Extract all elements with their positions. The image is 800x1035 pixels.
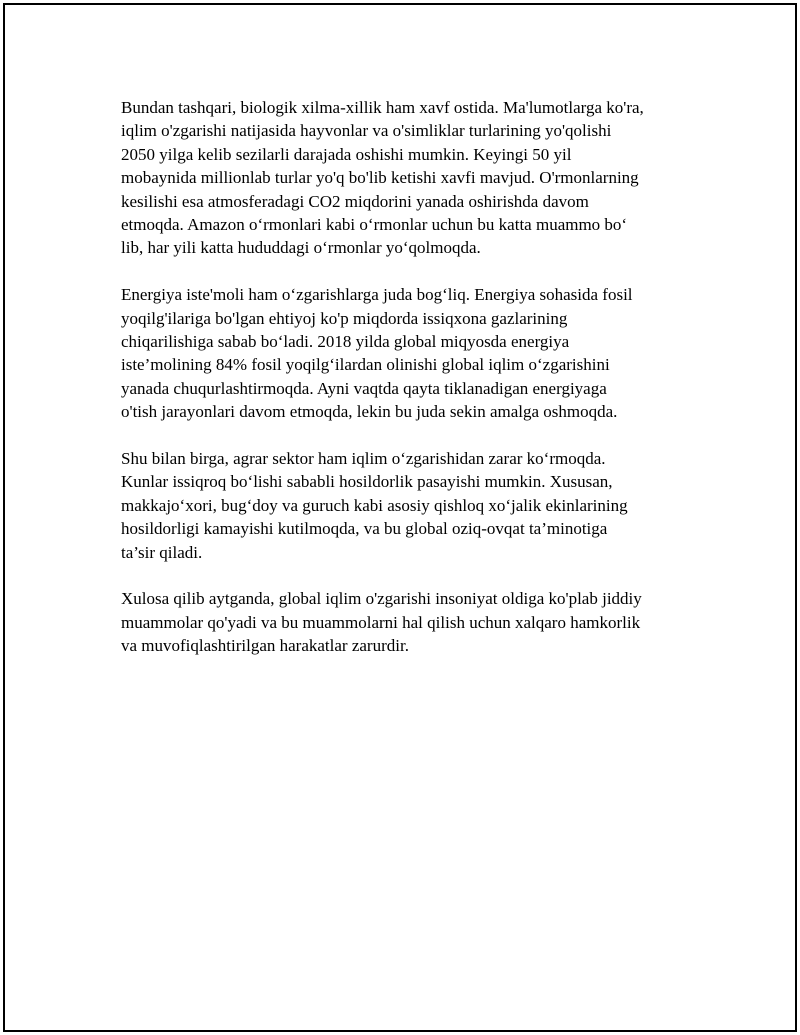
paragraph-biodiversity	[121, 96, 701, 260]
text-line: o'tish jarayonlari davom etmoqda, lekin bu juda sekin amalga oshmoqda.	[121, 402, 618, 422]
paragraph-agriculture	[121, 447, 701, 564]
document-body	[121, 96, 701, 681]
text-line: yanada chuqurlashtirmoqda. Ayni vaqtda qayta tiklanadigan energiyaga	[121, 378, 607, 398]
text-line: ta’sir qiladi.	[121, 542, 203, 562]
text-line: muammolar qo'yadi va bu muammolarni hal qilish uchun xalqaro hamkorlik	[121, 612, 641, 632]
page-frame	[3, 3, 797, 1032]
text-line: makkajo‘xori, bug‘doy va guruch kabi asosiy qishloq xo‘jalik ekinlarining	[121, 495, 628, 515]
text-line: Bundan tashqari, biologik xilma-xillik ham xavf ostida. Ma'lumotlarga ko'ra,	[121, 98, 644, 117]
paragraph-conclusion	[121, 587, 701, 657]
text-line: va muvofiqlashtirilgan harakatlar zarurdir.	[121, 636, 409, 656]
text-line: lib, har yili katta hududdagi o‘rmonlar yo‘qolmoqda.	[121, 238, 481, 258]
text-line: Shu bilan birga, agrar sektor ham iqlim o‘zgarishidan zarar ko‘rmoqda.	[121, 449, 606, 469]
text-line: yoqilg'ilariga bo'lgan ehtiyoj ko'p miqdorda issiqxona gazlarining	[121, 308, 568, 328]
text-line: iqlim o'zgarishi natijasida hayvonlar va o'simliklar turlarining yo'qolishi	[121, 121, 612, 141]
text-line: hosildorligi kamayishi kutilmoqda, va bu global oziq-ovqat ta’minotiga	[121, 519, 608, 539]
text-line: etmoqda. Amazon o‘rmonlari kabi o‘rmonlar uchun bu katta muammo bo‘	[121, 215, 628, 235]
text-line: mobaynida millionlab turlar yo'q bo'lib ketishi xavfi mavjud. O'rmonlarning	[121, 168, 639, 188]
text-line: Kunlar issiqroq bo‘lishi sababli hosildorlik pasayishi mumkin. Xususan,	[121, 472, 613, 492]
text-line: Xulosa qilib aytganda, global iqlim o'zgarishi insoniyat oldiga ko'plab jiddiy	[121, 589, 642, 609]
text-line: chiqarilishiga sabab bo‘ladi. 2018 yilda global miqyosda energiya	[121, 332, 570, 352]
paragraph-energy	[121, 283, 701, 423]
text-line: kesilishi esa atmosferadagi CO2 miqdorini yanada oshirishda davom	[121, 191, 589, 211]
text-line: Energiya iste'moli ham o‘zgarishlarga juda bog‘liq. Energiya sohasida fosil	[121, 285, 633, 305]
text-line: iste’molining 84% fosil yoqilg‘ilardan olinishi global iqlim o‘zgarishini	[121, 355, 610, 375]
text-line: 2050 yilga kelib sezilarli darajada oshishi mumkin. Keyingi 50 yil	[121, 144, 572, 164]
